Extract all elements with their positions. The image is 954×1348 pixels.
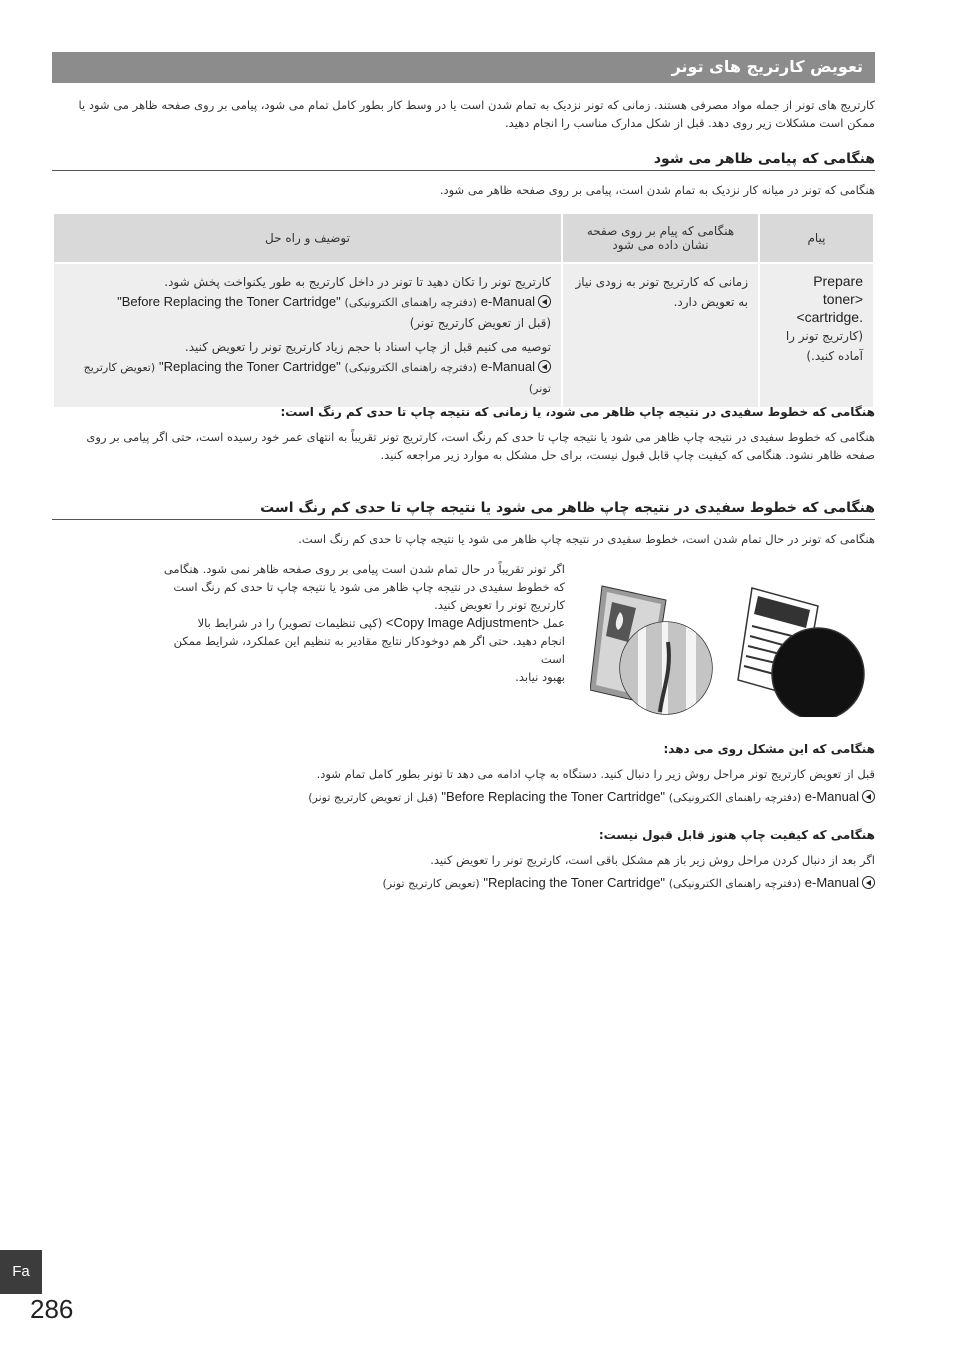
intro-paragraph bbox=[52, 96, 875, 132]
cell-message bbox=[760, 264, 873, 407]
message-table bbox=[52, 212, 875, 409]
emanual-note: (دفترچه راهنمای الکترونیکی) bbox=[344, 296, 477, 309]
page-title: تعویض کارتریج های تونر bbox=[52, 52, 875, 83]
side-line: کارتریج تونر را تعویض کنید. bbox=[434, 598, 565, 612]
table-header-row bbox=[54, 214, 873, 262]
intro-line: ممکن است مشکلات زیر روی دهد. قبل از شکل مدارک مناسب را انجام دهید. bbox=[504, 116, 875, 130]
intro-line: کارتریج های تونر از جمله مواد مصرفی هستند. زمانی که تونر نزدیک به تمام شدن است یا در وسط کار بطور کامل تمام می شود، پیامی بر روی صفحه ظاهر می شود یا bbox=[78, 98, 875, 112]
reference-title: "Before Replacing the Toner Cartridge" bbox=[441, 789, 666, 804]
arrow-circle-icon bbox=[862, 876, 875, 889]
emanual-note: (دفترچه راهنمای الکترونیکی) bbox=[668, 791, 802, 804]
emanual-reference[interactable] bbox=[64, 292, 551, 313]
case2-heading: هنگامی که کیفیت چاپ هنوز قابل قبول نیست: bbox=[598, 828, 875, 842]
section2-heading: هنگامی که خطوط سفیدی در نتیجه چاپ ظاهر می شود یا نتیجه چاپ تا حدی کم رنگ است bbox=[52, 500, 875, 520]
side-line: که خطوط سفیدی در نتیجه چاپ ظاهر می شود یا نتیجه چاپ تا حدی کم رنگ است bbox=[173, 580, 565, 594]
solution-text: کارتریج تونر را تکان دهید تا تونر در داخل کارتریج به طور یکنواخت پخش شود. bbox=[164, 275, 551, 289]
col-header-when: هنگامی که پیام بر روی صفحه نشان داده می شود bbox=[563, 214, 758, 262]
message-translation: (کارتریج تونر را آماده کنید.) bbox=[785, 329, 863, 363]
emanual-label: e-Manual bbox=[804, 789, 859, 804]
emanual-reference[interactable] bbox=[52, 874, 875, 893]
side-line: بهبود نیابد. bbox=[515, 670, 565, 684]
subtext-line: هنگامی که خطوط سفیدی در نتیجه چاپ ظاهر می شود یا نتیجه چاپ تا حدی کم رنگ است، کارتریج تونر تقریباً به انتهای عمر خود رسیده است، حتی اگر پیامی بر روی bbox=[86, 430, 875, 444]
section1-subtext bbox=[52, 428, 875, 464]
reference-translation: (قبل از تعویض کارتریج تونر) bbox=[409, 316, 551, 330]
print-defect-illustration bbox=[590, 582, 870, 717]
side-menu-post: (کپی تنظیمات تصویر) را در شرایط بالا bbox=[197, 616, 383, 630]
message-code: Prepare toner> <cartridge. bbox=[796, 273, 863, 325]
emanual-label: e-Manual bbox=[804, 875, 859, 890]
emanual-note: (دفترچه راهنمای الکترونیکی) bbox=[668, 877, 802, 890]
side-menu-pre: عمل bbox=[542, 616, 565, 630]
reference-translation: (تعویض کارتریج تونر) bbox=[83, 361, 551, 395]
reference-title: "Replacing the Toner Cartridge" bbox=[159, 359, 341, 374]
emanual-note: (دفترچه راهنمای الکترونیکی) bbox=[344, 361, 477, 374]
cell-when: زمانی که کارتریج تونر به زودی نیاز به تعویض دارد. bbox=[563, 264, 758, 407]
faded-photo-print-illustration bbox=[590, 586, 712, 714]
copy-image-adjustment-menu: <Copy Image Adjustment> bbox=[385, 615, 540, 630]
table-row bbox=[54, 264, 873, 407]
solution-text: توصیه می کنیم قبل از چاپ اسناد با حجم زیاد کارتریج تونر را تعویض کنید. bbox=[184, 340, 551, 354]
section1-heading: هنگامی که پیامی ظاهر می شود bbox=[52, 151, 875, 171]
reference-title: "Replacing the Toner Cartridge" bbox=[483, 875, 666, 890]
emanual-label: e-Manual bbox=[480, 359, 535, 374]
case1-reference[interactable] bbox=[52, 788, 875, 807]
reference-translation: (قبل از تعویض کارتریج تونر) bbox=[308, 791, 438, 804]
case1-heading: هنگامی که این مشکل روی می دهد: bbox=[663, 742, 875, 756]
language-badge: Fa bbox=[0, 1250, 42, 1294]
col-header-solution: توضیف و راه حل bbox=[54, 214, 561, 262]
emanual-reference[interactable] bbox=[64, 357, 551, 399]
arrow-circle-icon bbox=[538, 295, 551, 308]
col-header-message: پیام bbox=[760, 214, 873, 262]
subtext-line: صفحه ظاهر نشود. هنگامی که کیفیت چاپ قابل قبول نیست، برای حل مشکل به موارد زیر مراجعه کنید. bbox=[380, 448, 875, 462]
arrow-circle-icon bbox=[538, 360, 551, 373]
reference-title: "Before Replacing the Toner Cartridge" bbox=[117, 294, 341, 309]
section2-intro: هنگامی که تونر در حال تمام شدن است، خطوط سفیدی در نتیجه چاپ ظاهر می شود یا نتیجه چاپ تا حدی کم رنگ است. bbox=[298, 532, 875, 546]
reference-translation: (تعویض کارتریج تونر) bbox=[382, 877, 480, 890]
page-number: 286 bbox=[30, 1294, 74, 1324]
section2-side-text bbox=[160, 560, 565, 686]
white-lines-document-illustration bbox=[738, 588, 864, 717]
side-line: اگر تونر تقریباً در حال تمام شدن است پیامی بر روی صفحه ظاهر نمی شود. هنگامی bbox=[163, 562, 565, 576]
arrow-circle-icon bbox=[862, 790, 875, 803]
side-line: انجام دهید. حتی اگر هم دوخودکار نتایج مقادیر به تنظیم این عملکرد، شرایط ممکن است bbox=[173, 634, 565, 666]
case2-reference[interactable] bbox=[52, 874, 875, 893]
case2-text: اگر بعد از دنبال کردن مراحل روش زیر باز هم مشکل باقی است، کارتریج تونر را تعویض کنید. bbox=[430, 853, 875, 867]
emanual-label: e-Manual bbox=[480, 294, 535, 309]
side-menu-line bbox=[160, 614, 565, 632]
case1-text: قبل از تعویض کارتریج تونر مراحل روش زیر را دنبال کنید. دستگاه به چاپ ادامه می دهد تا تونر بطور کامل تمام شود. bbox=[316, 767, 875, 781]
section1-subheading: هنگامی که خطوط سفیدی در نتیجه چاپ ظاهر می شود، یا زمانی که نتیجه چاپ تا حدی کم رنگ است: bbox=[280, 405, 875, 419]
section1-intro: هنگامی که تونر در میانه کار نزدیک به تمام شدن است، پیامی بر روی صفحه ظاهر می شود. bbox=[439, 183, 875, 197]
emanual-reference[interactable] bbox=[52, 788, 875, 807]
cell-solution bbox=[54, 264, 561, 407]
